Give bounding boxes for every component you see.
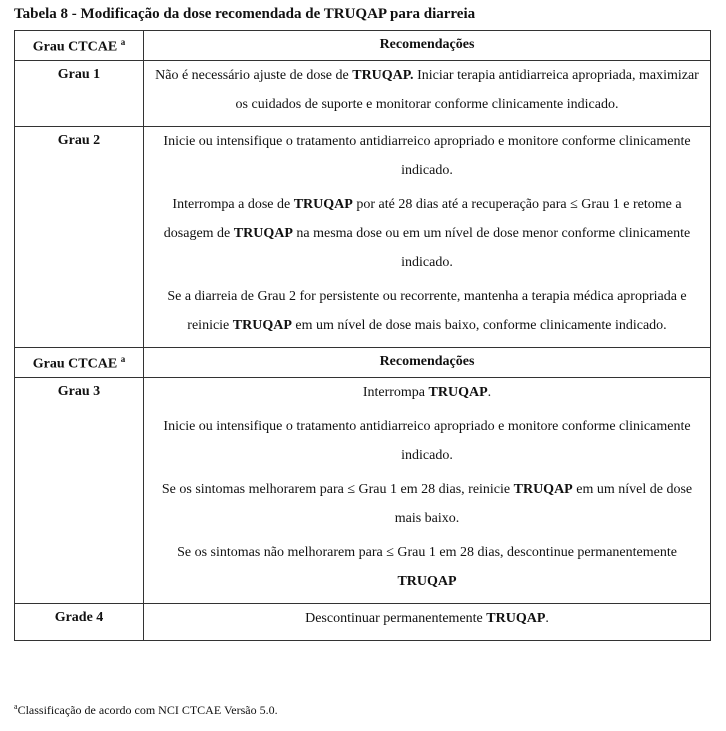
recommendation-paragraph	[152, 127, 702, 185]
drug-name: TRUQAP	[397, 574, 457, 589]
drug-name: TRUQAP	[233, 226, 293, 241]
grade-cell: Grau 1	[15, 61, 144, 127]
recommendation-cell	[144, 378, 711, 604]
dose-modification-table	[14, 30, 711, 641]
recommendation-text: .	[487, 385, 492, 400]
drug-name: TRUQAP.	[352, 68, 414, 83]
recommendation-text: Interrompa	[362, 385, 429, 400]
grade-cell: Grau 3	[15, 378, 144, 604]
recommendation-text: Descontinuar permanentemente	[305, 611, 487, 626]
table-footnote: $^a$Classificação de acordo com NCI CTCAE Versão 5.0.	[14, 702, 278, 717]
grade-column-header: Grau CTCAE $^a$	[15, 31, 144, 61]
recommendation-text: Inicie ou intensifique o tratamento antidiarreico apropriado e monitore conforme clinicamente indicado.	[163, 134, 691, 178]
table-header-row	[15, 31, 711, 61]
recommendation-text: Não é necessário ajuste de dose de	[155, 68, 353, 83]
recommendation-paragraph	[152, 538, 702, 596]
drug-name: TRUQAP	[486, 611, 546, 626]
recommendation-paragraph	[152, 61, 702, 119]
table-row	[15, 604, 711, 641]
recommendation-text: em um nível de dose mais baixo, conforme clinicamente indicado.	[291, 318, 667, 333]
recommendation-text: Se os sintomas melhorarem para ≤ Grau 1 em 28 dias, reinicie	[161, 482, 514, 497]
table-row	[15, 127, 711, 348]
drug-name: TRUQAP	[293, 197, 353, 212]
drug-name: TRUQAP	[513, 482, 573, 497]
recommendation-text: em um nível de dose mais baixo.	[394, 482, 693, 526]
table-row	[15, 378, 711, 604]
recommendation-text: Se a diarreia de Grau 2 for persistente ou recorrente, mantenha a terapia médica apropriada e reinicie	[167, 289, 687, 333]
recommendation-text: por até 28 dias até a recuperação para ≤ Grau 1 e retome a dosagem de	[163, 197, 682, 241]
recommendation-text: Se os sintomas não melhorarem para ≤ Grau 1 em 28 dias, descontinue permanentemente	[177, 545, 677, 560]
recommendation-paragraph	[152, 604, 702, 633]
recommendation-paragraph	[152, 282, 702, 340]
recommendation-cell	[144, 604, 711, 641]
recommendation-text: Inicie ou intensifique o tratamento antidiarreico apropriado e monitore conforme clinicamente indicado.	[163, 419, 691, 463]
table-header-row	[15, 348, 711, 378]
recommendations-column-header: Recomendações	[144, 348, 711, 378]
recommendation-paragraph	[152, 475, 702, 533]
grade-cell: Grade 4	[15, 604, 144, 641]
drug-name: TRUQAP	[428, 385, 488, 400]
grade-cell: Grau 2	[15, 127, 144, 348]
table-caption: Tabela 8 - Modificação da dose recomendada de TRUQAP para diarreia	[14, 6, 476, 22]
recommendations-column-header: Recomendações	[144, 31, 711, 61]
grade-column-header: Grau CTCAE $^a$	[15, 348, 144, 378]
drug-name: TRUQAP	[232, 318, 292, 333]
recommendation-paragraph	[152, 378, 702, 407]
recommendation-text: Iniciar terapia antidiarreica apropriada, maximizar os cuidados de suporte e monitorar conforme clinicamente indicado.	[235, 68, 699, 112]
recommendation-text: na mesma dose ou em um nível de dose menor conforme clinicamente indicado.	[292, 226, 691, 270]
recommendation-paragraph	[152, 190, 702, 277]
recommendation-text: Interrompa a dose de	[172, 197, 294, 212]
table-row	[15, 61, 711, 127]
recommendation-cell	[144, 127, 711, 348]
recommendation-paragraph	[152, 412, 702, 470]
recommendation-text: .	[545, 611, 549, 626]
recommendation-cell	[144, 61, 711, 127]
